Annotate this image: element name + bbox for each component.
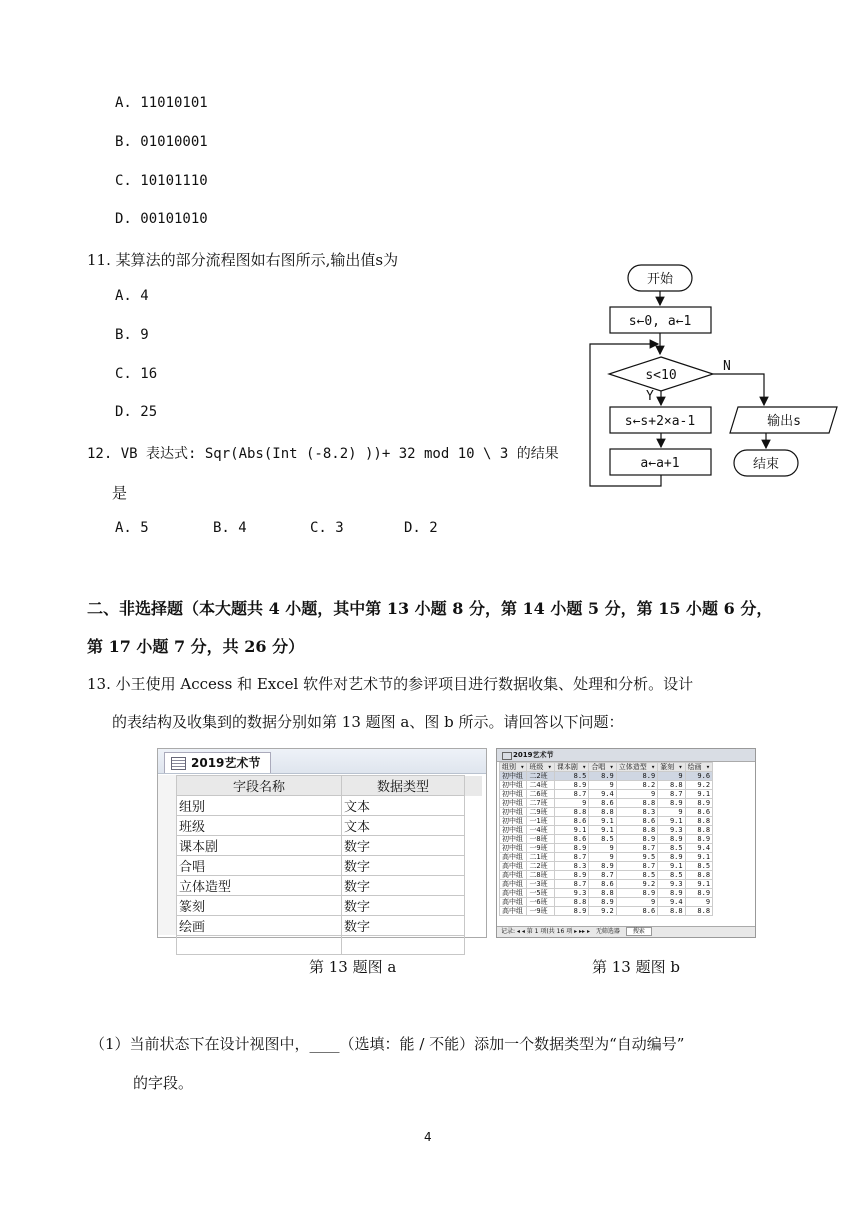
table-cell: 8.7 bbox=[554, 880, 588, 889]
flow-init-label: s←0, a←1 bbox=[628, 314, 692, 329]
field-row bbox=[177, 896, 482, 916]
table-row bbox=[500, 817, 713, 826]
table-cell: 9.1 bbox=[589, 817, 616, 826]
table-cell: 9 bbox=[589, 853, 616, 862]
table-row bbox=[500, 772, 713, 781]
table-cell: 9.1 bbox=[685, 853, 712, 862]
table-cell: 9.3 bbox=[658, 826, 685, 835]
table-cell: 8.6 bbox=[554, 835, 588, 844]
table-cell: 8.8 bbox=[554, 898, 588, 907]
question-12-stem: 12. VB 表达式: Sqr(Abs(Int (-8.2) ))+ 32 mod 10 \ 3 的结果 bbox=[87, 446, 559, 462]
table-cell: 8.9 bbox=[554, 844, 588, 853]
q11-option-b: B. 9 bbox=[115, 327, 149, 343]
table-cell: 8.9 bbox=[658, 835, 685, 844]
table-cell: 9.1 bbox=[658, 817, 685, 826]
table-cell: 一1班 bbox=[527, 817, 554, 826]
data-type-cell: 数字 bbox=[342, 856, 465, 876]
table-cell: 8.8 bbox=[658, 907, 685, 916]
table-cell: 初中组 bbox=[500, 817, 527, 826]
field-name-cell: 班级 bbox=[177, 816, 342, 836]
table-cell: 高中组 bbox=[500, 880, 527, 889]
figure-b-datasheet bbox=[496, 748, 756, 938]
table-cell: 9 bbox=[616, 790, 657, 799]
table-cell: 二2班 bbox=[527, 772, 554, 781]
table-cell: 初中组 bbox=[500, 844, 527, 853]
flow-condition-label: s<10 bbox=[645, 368, 677, 383]
column-header: 课本剧 ▾ bbox=[554, 763, 588, 772]
table-cell: 8.8 bbox=[589, 889, 616, 898]
table-cell: 8.2 bbox=[616, 781, 657, 790]
table-cell: 8.8 bbox=[685, 826, 712, 835]
figure-a-table-design bbox=[157, 748, 487, 938]
column-header: 立体造型 ▾ bbox=[616, 763, 657, 772]
table-cell: 高中组 bbox=[500, 898, 527, 907]
table-cell: 8.9 bbox=[616, 772, 657, 781]
table-cell: 8.9 bbox=[616, 835, 657, 844]
table-cell: 8.8 bbox=[658, 781, 685, 790]
field-row bbox=[177, 796, 482, 816]
table-cell: 8.9 bbox=[658, 889, 685, 898]
table-row bbox=[500, 889, 713, 898]
table-cell: 9.4 bbox=[685, 844, 712, 853]
table-cell: 9 bbox=[685, 898, 712, 907]
table-cell: 9.2 bbox=[616, 880, 657, 889]
table-row bbox=[500, 871, 713, 880]
page-number: 4 bbox=[424, 1130, 432, 1144]
table-cell: 9.1 bbox=[589, 826, 616, 835]
table-cell: 9.4 bbox=[658, 898, 685, 907]
table-cell: 8.9 bbox=[554, 781, 588, 790]
table-cell: 8.5 bbox=[589, 835, 616, 844]
table-cell: 初中组 bbox=[500, 790, 527, 799]
table-cell: 二1班 bbox=[527, 853, 554, 862]
table-cell: 8.8 bbox=[589, 808, 616, 817]
table-cell: 8.7 bbox=[554, 790, 588, 799]
table-icon bbox=[502, 752, 512, 760]
table-cell: 8.5 bbox=[616, 871, 657, 880]
table-cell: 9.1 bbox=[685, 790, 712, 799]
table-cell: 8.5 bbox=[554, 772, 588, 781]
table-row bbox=[500, 799, 713, 808]
table-cell: 8.9 bbox=[685, 799, 712, 808]
data-type-cell: 文本 bbox=[342, 816, 465, 836]
table-cell: 8.6 bbox=[589, 799, 616, 808]
option-d: D. 00101010 bbox=[115, 211, 208, 227]
q12-option-a: A. 5 bbox=[115, 520, 149, 536]
flow-start-label: 开始 bbox=[646, 272, 674, 287]
table-cell: 一5班 bbox=[527, 889, 554, 898]
table-cell: 初中组 bbox=[500, 808, 527, 817]
table-cell: 一9班 bbox=[527, 907, 554, 916]
table-cell: 8.8 bbox=[616, 826, 657, 835]
table-cell: 8.3 bbox=[554, 862, 588, 871]
table-cell: 一6班 bbox=[527, 898, 554, 907]
data-type-cell: 数字 bbox=[342, 876, 465, 896]
table-row bbox=[500, 808, 713, 817]
flow-step1-label: s←s+2×a-1 bbox=[624, 414, 696, 429]
data-type-cell: 文本 bbox=[342, 796, 465, 816]
table-cell: 9.1 bbox=[554, 826, 588, 835]
table-cell: 8.9 bbox=[589, 862, 616, 871]
flow-yes-label: Y bbox=[646, 389, 654, 404]
table-cell: 8.9 bbox=[658, 799, 685, 808]
table-row bbox=[500, 781, 713, 790]
section-2-heading: 二、非选择题（本大题共 4 小题，其中第 13 小题 8 分，第 14 小题 5 分，第 15 小题 6 分， bbox=[87, 599, 773, 618]
table-cell: 8.9 bbox=[589, 898, 616, 907]
table-cell: 一4班 bbox=[527, 826, 554, 835]
table-row bbox=[500, 826, 713, 835]
table-cell: 9.6 bbox=[685, 772, 712, 781]
section-2-heading-cont: 第 17 小题 7 分，共 26 分） bbox=[87, 637, 305, 656]
table-row bbox=[500, 907, 713, 916]
q11-option-d: D. 25 bbox=[115, 404, 158, 420]
flow-output-label: 输出s bbox=[767, 414, 801, 429]
table-cell: 初中组 bbox=[500, 799, 527, 808]
caption-a: 第 13 题图 a bbox=[309, 958, 397, 976]
column-header: 篆刻 ▾ bbox=[658, 763, 685, 772]
table-cell: 8.8 bbox=[685, 907, 712, 916]
flow-step2-label: a←a+1 bbox=[640, 456, 680, 471]
table-cell: 8.6 bbox=[616, 907, 657, 916]
field-row bbox=[177, 816, 482, 836]
table-cell: 9.2 bbox=[589, 907, 616, 916]
table-cell: 9.2 bbox=[685, 781, 712, 790]
table-cell: 8.6 bbox=[685, 808, 712, 817]
table-cell: 8.7 bbox=[658, 790, 685, 799]
table-cell: 8.6 bbox=[616, 817, 657, 826]
table-cell: 初中组 bbox=[500, 826, 527, 835]
table-cell: 8.9 bbox=[616, 889, 657, 898]
table-row bbox=[500, 790, 713, 799]
table-cell: 8.7 bbox=[589, 871, 616, 880]
table-cell: 9.4 bbox=[589, 790, 616, 799]
question-11-stem: 11. 某算法的部分流程图如右图所示,输出值s为 bbox=[87, 251, 399, 269]
table-cell: 初中组 bbox=[500, 772, 527, 781]
caption-b: 第 13 题图 b bbox=[592, 958, 680, 976]
option-b: B. 01010001 bbox=[115, 134, 208, 150]
data-type-cell: 数字 bbox=[342, 896, 465, 916]
table-cell: 高中组 bbox=[500, 889, 527, 898]
table-row bbox=[500, 880, 713, 889]
table-row bbox=[500, 898, 713, 907]
figure-b-data-table bbox=[499, 762, 713, 916]
table-cell: 9 bbox=[589, 844, 616, 853]
header-field-name: 字段名称 bbox=[177, 776, 342, 796]
table-cell: 初中组 bbox=[500, 781, 527, 790]
table-cell: 一8班 bbox=[527, 835, 554, 844]
table-cell: 8.8 bbox=[554, 808, 588, 817]
table-row bbox=[500, 844, 713, 853]
table-cell: 8.5 bbox=[658, 844, 685, 853]
option-c: C. 10101110 bbox=[115, 173, 208, 189]
figure-a-field-table bbox=[176, 775, 482, 955]
table-cell: 二6班 bbox=[527, 790, 554, 799]
table-cell: 初中组 bbox=[500, 835, 527, 844]
option-a: A. 11010101 bbox=[115, 95, 208, 111]
table-cell: 8.6 bbox=[589, 880, 616, 889]
table-cell: 9.1 bbox=[685, 880, 712, 889]
table-cell: 8.8 bbox=[685, 817, 712, 826]
table-row bbox=[500, 862, 713, 871]
question-13-stem-cont: 的表结构及收集到的数据分别如第 13 题图 a、图 b 所示。请回答以下问题： bbox=[112, 713, 624, 731]
field-row bbox=[177, 876, 482, 896]
question-12-stem-cont: 是 bbox=[112, 484, 128, 502]
table-cell: 8.7 bbox=[616, 862, 657, 871]
table-cell: 8.9 bbox=[685, 835, 712, 844]
field-name-cell: 合唱 bbox=[177, 856, 342, 876]
table-cell: 二9班 bbox=[527, 808, 554, 817]
table-icon bbox=[171, 757, 186, 770]
table-cell: 9 bbox=[616, 898, 657, 907]
data-type-cell: 数字 bbox=[342, 836, 465, 856]
table-cell: 二2班 bbox=[527, 862, 554, 871]
flow-no-label: N bbox=[723, 359, 731, 374]
header-data-type: 数据类型 bbox=[342, 776, 465, 796]
table-cell: 8.9 bbox=[685, 889, 712, 898]
filter-indicator: 无筛选器 bbox=[595, 928, 620, 935]
data-type-cell: 数字 bbox=[342, 916, 465, 936]
table-cell: 8.6 bbox=[554, 817, 588, 826]
figure-a-row-selectors bbox=[158, 775, 177, 935]
table-cell: 8.5 bbox=[685, 862, 712, 871]
table-cell: 9 bbox=[589, 781, 616, 790]
table-cell: 二8班 bbox=[527, 871, 554, 880]
table-cell: 高中组 bbox=[500, 862, 527, 871]
field-name-cell: 组别 bbox=[177, 796, 342, 816]
q11-option-a: A. 4 bbox=[115, 288, 149, 304]
table-row bbox=[500, 853, 713, 862]
table-cell: 9 bbox=[658, 772, 685, 781]
table-cell: 8.7 bbox=[554, 853, 588, 862]
field-name-cell: 绘画 bbox=[177, 916, 342, 936]
q12-option-b: B. 4 bbox=[213, 520, 247, 536]
table-cell: 8.7 bbox=[616, 844, 657, 853]
table-cell: 一3班 bbox=[527, 880, 554, 889]
table-row bbox=[500, 835, 713, 844]
table-cell: 8.9 bbox=[658, 853, 685, 862]
table-cell: 8.5 bbox=[658, 871, 685, 880]
q11-option-c: C. 16 bbox=[115, 366, 158, 382]
table-cell: 高中组 bbox=[500, 871, 527, 880]
field-name-cell: 课本剧 bbox=[177, 836, 342, 856]
table-cell: 8.9 bbox=[589, 772, 616, 781]
field-row bbox=[177, 836, 482, 856]
field-row bbox=[177, 856, 482, 876]
field-name-cell: 篆刻 bbox=[177, 896, 342, 916]
figure-b-status-bar bbox=[497, 926, 755, 937]
field-name-cell: 立体造型 bbox=[177, 876, 342, 896]
column-header: 合唱 ▾ bbox=[589, 763, 616, 772]
flowchart bbox=[585, 262, 855, 494]
question-13-stem: 13. 小王使用 Access 和 Excel 软件对艺术节的参评项目进行数据收集、处理和分析。设计 bbox=[87, 675, 694, 693]
table-cell: 高中组 bbox=[500, 907, 527, 916]
table-cell: 高中组 bbox=[500, 853, 527, 862]
table-cell: 8.9 bbox=[554, 871, 588, 880]
table-cell: 8.3 bbox=[616, 808, 657, 817]
figure-b-tab: 2019艺术节 bbox=[501, 750, 553, 760]
table-cell: 一9班 bbox=[527, 844, 554, 853]
sub-question-1: （1）当前状态下在设计视图中，____（选填：能 / 不能）添加一个数据类型为“自动编号” bbox=[90, 1035, 685, 1053]
sub-question-1-cont: 的字段。 bbox=[133, 1074, 194, 1092]
table-cell: 8.8 bbox=[685, 871, 712, 880]
table-cell: 8.8 bbox=[616, 799, 657, 808]
table-cell: 9 bbox=[658, 808, 685, 817]
column-header: 组别 ▾ bbox=[500, 763, 527, 772]
table-cell: 9.1 bbox=[658, 862, 685, 871]
search-box: 搜索 bbox=[626, 927, 652, 936]
flow-end-label: 结束 bbox=[752, 457, 780, 472]
field-row bbox=[177, 916, 482, 936]
table-cell: 二4班 bbox=[527, 781, 554, 790]
table-cell: 8.9 bbox=[554, 907, 588, 916]
column-header: 绘画 ▾ bbox=[685, 763, 712, 772]
figure-a-tab: 2019艺术节 bbox=[164, 752, 271, 773]
q12-option-c: C. 3 bbox=[310, 520, 344, 536]
table-cell: 9.3 bbox=[554, 889, 588, 898]
table-cell: 9.3 bbox=[658, 880, 685, 889]
q12-option-d: D. 2 bbox=[404, 520, 438, 536]
table-cell: 9.5 bbox=[616, 853, 657, 862]
record-navigator: 记录: ◂ ◂ 第 1 项(共 16 项 ▸ ▸▸ ▸ bbox=[501, 928, 590, 935]
column-header: 班级 ▾ bbox=[527, 763, 554, 772]
table-cell: 9 bbox=[554, 799, 588, 808]
table-cell: 二7班 bbox=[527, 799, 554, 808]
